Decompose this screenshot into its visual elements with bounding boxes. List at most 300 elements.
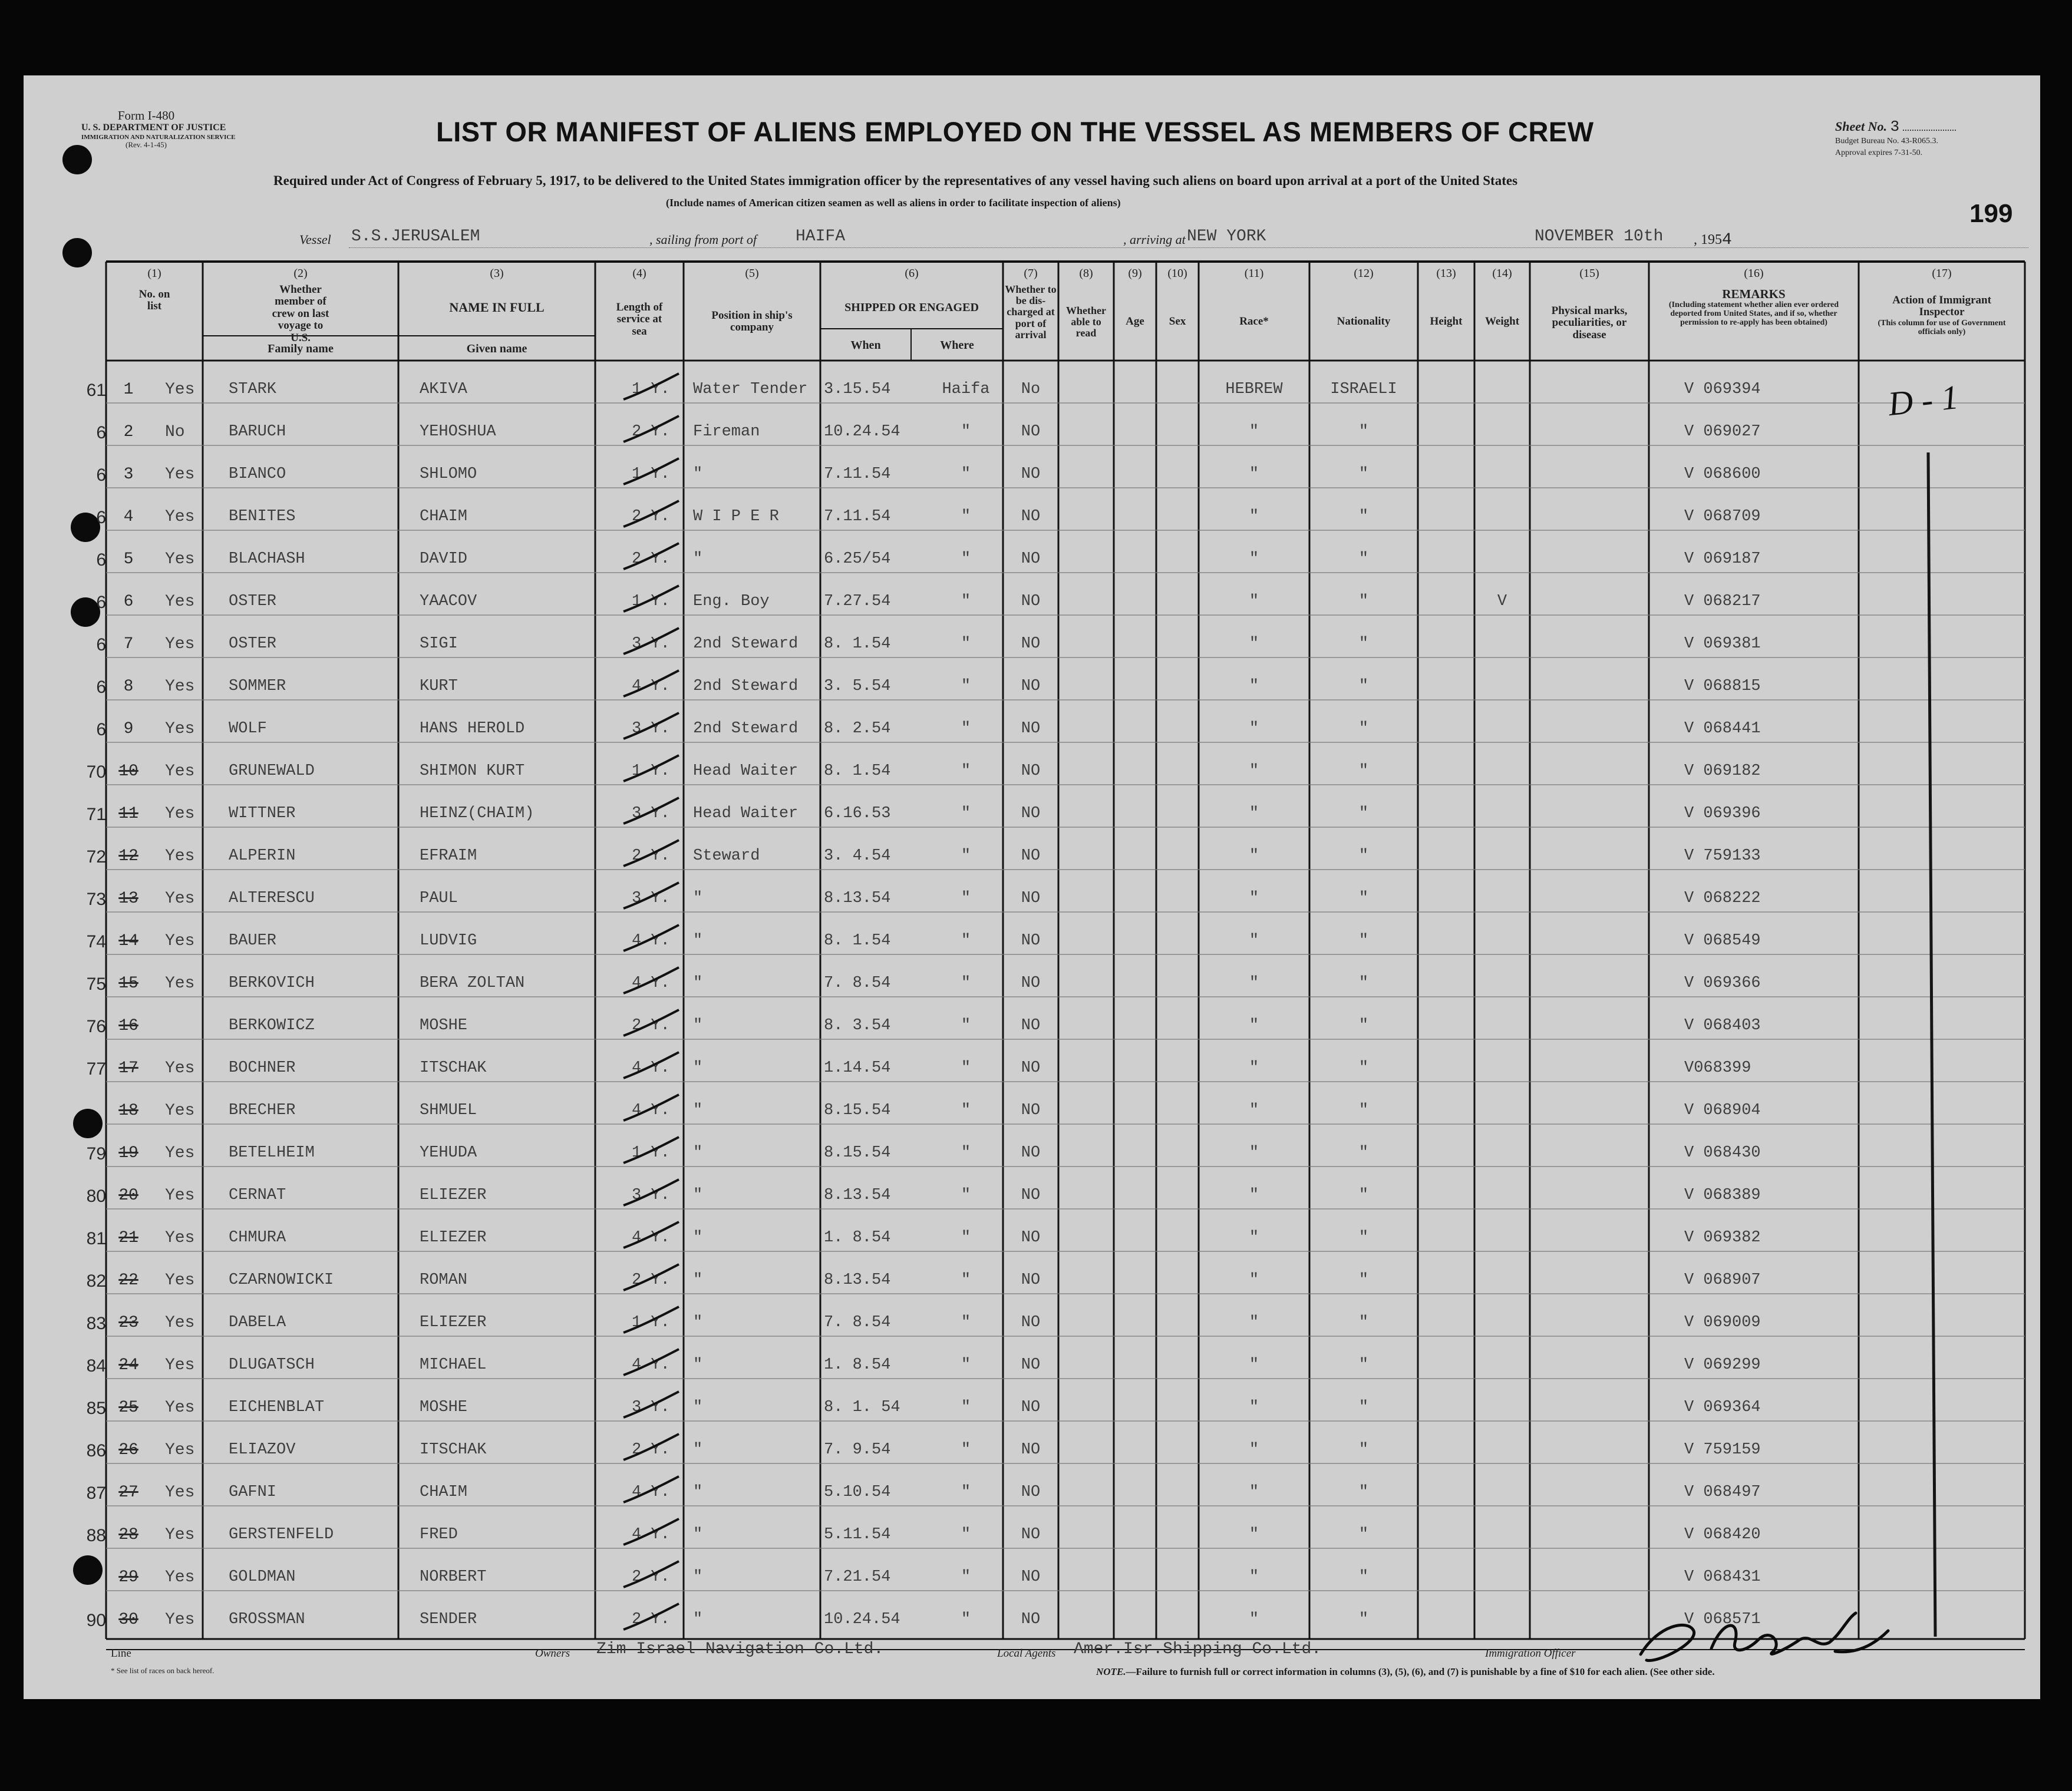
cell-disch: NO bbox=[1021, 805, 1041, 822]
cell-family: STARK bbox=[229, 381, 277, 398]
cell-no: 4 bbox=[123, 508, 134, 526]
cell-family: GOLDMAN bbox=[229, 1568, 296, 1586]
cell-no: 18 bbox=[118, 1102, 138, 1120]
cell-disch: NO bbox=[1021, 890, 1041, 907]
cell-race: " bbox=[1249, 635, 1259, 653]
cell-disch: NO bbox=[1021, 1526, 1041, 1544]
table-row bbox=[24, 1171, 2040, 1214]
col15-label: Physical marks, peculiarities, or disease bbox=[1551, 304, 1628, 341]
cell-race: " bbox=[1249, 932, 1259, 950]
arrival-date: NOVEMBER 10th bbox=[1535, 227, 1664, 246]
cell-remark: V 068497 bbox=[1684, 1483, 1761, 1501]
col5-label: Position in ship's company bbox=[711, 309, 793, 334]
cell-pos: " bbox=[693, 1356, 703, 1374]
cell-family: BENITES bbox=[229, 508, 296, 526]
cell-given: CHAIM bbox=[420, 508, 468, 526]
cell-given: ROMAN bbox=[420, 1271, 468, 1289]
arriving-label: , arriving at bbox=[1123, 232, 1186, 247]
cell-len: 4 Y. bbox=[632, 1483, 670, 1501]
cell-nat: " bbox=[1358, 593, 1369, 610]
cell-len: 3 Y. bbox=[632, 635, 670, 653]
cell-hw: 6 bbox=[96, 593, 106, 612]
cell-remark: V068399 bbox=[1684, 1059, 1751, 1077]
cell-remark: V 069182 bbox=[1684, 762, 1761, 780]
agents-name: Amer.Isr.Shipping Co.Ltd. bbox=[1074, 1640, 1322, 1658]
cell-when: 8.15.54 bbox=[824, 1144, 891, 1162]
col6-label: SHIPPED OR ENGAGED bbox=[844, 300, 979, 314]
cell-pos: " bbox=[693, 1483, 703, 1501]
cell-pos: 2nd Steward bbox=[693, 720, 799, 738]
table-row bbox=[24, 408, 2040, 450]
cell-len: 4 Y. bbox=[632, 1229, 670, 1247]
cell-disch: NO bbox=[1021, 465, 1041, 483]
table-row bbox=[24, 1002, 2040, 1044]
cell-when: 6.25/54 bbox=[824, 550, 891, 568]
cell-pos: " bbox=[693, 1271, 703, 1289]
cell-hw: 82 bbox=[86, 1271, 106, 1291]
cell-hw: 90 bbox=[86, 1611, 106, 1630]
cell-pos: " bbox=[693, 1144, 703, 1162]
cell-pos: " bbox=[693, 550, 703, 568]
length-check-mark bbox=[613, 581, 695, 616]
line-label: Line bbox=[111, 1647, 131, 1660]
page-title: LIST OR MANIFEST OF ALIENS EMPLOYED ON THE VESSEL AS MEMBERS OF CREW bbox=[436, 116, 1594, 147]
cell-where: " bbox=[961, 847, 971, 865]
length-check-mark bbox=[613, 835, 695, 871]
sailing-label: , sailing from port of bbox=[649, 232, 757, 247]
col4-number: (4) bbox=[632, 267, 646, 280]
col17-note: (This column for use of Government officials only) bbox=[1878, 318, 2006, 336]
col3-given-label: Given name bbox=[466, 342, 527, 355]
cell-no: 29 bbox=[118, 1568, 138, 1587]
col6-when-label: When bbox=[850, 339, 881, 352]
cell-no: 2 bbox=[123, 423, 134, 441]
cell-len: 1 Y. bbox=[632, 381, 670, 398]
col16-note: (Including statement whether alien ever ordered deported from United States, and if so, whether permission to re-apply has been obtained) bbox=[1668, 300, 1839, 328]
cell-family: BERKOWICZ bbox=[229, 1017, 315, 1035]
cell-given: ELIEZER bbox=[420, 1187, 487, 1204]
budget-bureau: Budget Bureau No. 43-R065.3. bbox=[1835, 137, 1938, 146]
cell-crew: Yes bbox=[165, 762, 195, 781]
cell-pos: Head Waiter bbox=[693, 762, 799, 780]
cell-race: " bbox=[1249, 1271, 1259, 1289]
cell-hw: 6 bbox=[96, 465, 106, 485]
cell-family: GROSSMAN bbox=[229, 1611, 305, 1628]
year-digit: 4 bbox=[1722, 231, 1732, 249]
length-check-mark bbox=[613, 454, 695, 489]
table-row bbox=[24, 1129, 2040, 1171]
col14-number: (14) bbox=[1492, 267, 1512, 280]
cell-family: OSTER bbox=[229, 593, 277, 610]
cell-where: " bbox=[961, 1441, 971, 1459]
cell-pos: " bbox=[693, 1314, 703, 1331]
cell-len: 1 Y. bbox=[632, 762, 670, 780]
cell-len: 4 Y. bbox=[632, 1102, 670, 1119]
cell-family: BAUER bbox=[229, 932, 277, 950]
length-check-mark bbox=[613, 878, 695, 913]
cell-no: 22 bbox=[118, 1271, 138, 1290]
cell-where: " bbox=[961, 593, 971, 610]
cell-family: WOLF bbox=[229, 720, 267, 738]
cell-nat: " bbox=[1358, 847, 1369, 865]
cell-nat: " bbox=[1358, 890, 1369, 907]
cell-no: 5 bbox=[123, 550, 134, 569]
cell-where: " bbox=[961, 932, 971, 950]
cell-disch: NO bbox=[1021, 1356, 1041, 1374]
length-check-mark bbox=[613, 1175, 695, 1210]
cell-remark: V 759159 bbox=[1684, 1441, 1761, 1459]
cell-no: 10 bbox=[118, 762, 138, 781]
cell-when: 8.13.54 bbox=[824, 1271, 891, 1289]
cell-where: " bbox=[961, 678, 971, 695]
table-row bbox=[24, 1256, 2040, 1298]
cell-hw: 6 bbox=[96, 550, 106, 570]
cell-len: 1 Y. bbox=[632, 593, 670, 610]
table-row bbox=[24, 1298, 2040, 1341]
form-number: Form I-480 bbox=[117, 108, 175, 123]
cell-no: 6 bbox=[123, 593, 134, 611]
subnote: (Include names of American citizen seamen as well as aliens in order to facilitate inspection of aliens) bbox=[666, 197, 1121, 209]
cell-where: " bbox=[961, 762, 971, 780]
cell-hw: 85 bbox=[86, 1399, 106, 1418]
cell-disch: NO bbox=[1021, 720, 1041, 738]
cell-race: " bbox=[1249, 762, 1259, 780]
cell-pos: " bbox=[693, 974, 703, 992]
length-check-mark bbox=[613, 1599, 695, 1634]
cell-hw: 76 bbox=[86, 1017, 106, 1036]
cell-remark: V 069382 bbox=[1684, 1229, 1761, 1247]
cell-given: SENDER bbox=[420, 1611, 477, 1628]
length-check-mark bbox=[613, 1344, 695, 1380]
col1-label: No. on list bbox=[138, 288, 170, 313]
cell-disch: NO bbox=[1021, 508, 1041, 526]
cell-where: " bbox=[961, 1144, 971, 1162]
cell-remark: V 068420 bbox=[1684, 1526, 1761, 1544]
cell-nat: " bbox=[1358, 720, 1369, 738]
cell-disch: NO bbox=[1021, 1059, 1041, 1077]
table-row bbox=[24, 620, 2040, 662]
col8-label: Whether able to read bbox=[1066, 304, 1106, 339]
col2-label: Whether member of crew on last voyage to U.S. bbox=[272, 283, 329, 344]
cell-remark: V 068430 bbox=[1684, 1144, 1761, 1162]
cell-no: 30 bbox=[118, 1611, 138, 1629]
col10-label: Sex bbox=[1169, 315, 1186, 328]
cell-len: 2 Y. bbox=[632, 423, 670, 441]
table-row bbox=[24, 493, 2040, 535]
cell-no: 7 bbox=[123, 635, 134, 653]
cell-where: " bbox=[961, 1187, 971, 1204]
cell-when: 7.21.54 bbox=[824, 1568, 891, 1586]
owners-name: Zim Israel Navigation Co.Ltd. bbox=[596, 1640, 884, 1658]
cell-disch: NO bbox=[1021, 1187, 1041, 1204]
cell-crew: Yes bbox=[165, 847, 195, 865]
cell-len: 1 Y. bbox=[632, 465, 670, 483]
cell-when: 10.24.54 bbox=[824, 1611, 900, 1628]
cell-when: 6.16.53 bbox=[824, 805, 891, 822]
cell-len: 2 Y. bbox=[632, 550, 670, 568]
cell-len: 2 Y. bbox=[632, 1017, 670, 1035]
officer-signature bbox=[1623, 1607, 1894, 1672]
cell-nat: " bbox=[1358, 635, 1369, 653]
cell-race: " bbox=[1249, 1441, 1259, 1459]
cell-where: " bbox=[961, 1483, 971, 1501]
cell-remark: V 068904 bbox=[1684, 1102, 1761, 1119]
col13-number: (13) bbox=[1436, 267, 1456, 280]
cell-crew: Yes bbox=[165, 550, 195, 569]
arrival-port: NEW YORK bbox=[1187, 227, 1266, 246]
length-check-mark bbox=[613, 1005, 695, 1040]
cell-where: Haifa bbox=[942, 381, 990, 398]
cell-disch: No bbox=[1021, 381, 1041, 398]
cell-disch: NO bbox=[1021, 1271, 1041, 1289]
page-stamp: 199 bbox=[1969, 199, 2013, 228]
cell-remark: V 069366 bbox=[1684, 974, 1761, 992]
cell-family: DLUGATSCH bbox=[229, 1356, 315, 1374]
cell-crew: Yes bbox=[165, 1229, 195, 1247]
cell-remark: V 069009 bbox=[1684, 1314, 1761, 1331]
sheet-label: Sheet No. bbox=[1835, 119, 1887, 134]
cell-given: MOSHE bbox=[420, 1017, 468, 1035]
cell-hw: 83 bbox=[86, 1314, 106, 1333]
cell-when: 8. 1. 54 bbox=[824, 1399, 900, 1416]
col7-label: Whether to be dis-charged at port of arrival bbox=[1005, 283, 1057, 341]
cell-crew: Yes bbox=[165, 932, 195, 950]
length-check-mark bbox=[613, 1387, 695, 1422]
cell-len: 4 Y. bbox=[632, 678, 670, 695]
cell-hw: 81 bbox=[86, 1229, 106, 1248]
vessel-name: S.S.JERUSALEM bbox=[351, 227, 480, 246]
cell-len: 2 Y. bbox=[632, 1441, 670, 1459]
cell-when: 7. 8.54 bbox=[824, 974, 891, 992]
cell-given: YEHUDA bbox=[420, 1144, 477, 1162]
cell-where: " bbox=[961, 1017, 971, 1035]
cell-crew: Yes bbox=[165, 635, 195, 653]
cell-nat: " bbox=[1358, 1483, 1369, 1501]
cell-race: " bbox=[1249, 847, 1259, 865]
cell-nat: " bbox=[1358, 932, 1369, 950]
length-check-mark bbox=[613, 538, 695, 574]
cell-no: 20 bbox=[118, 1187, 138, 1205]
cell-len: 2 Y. bbox=[632, 1271, 670, 1289]
cell-no: 9 bbox=[123, 720, 134, 738]
cell-disch: NO bbox=[1021, 593, 1041, 610]
cell-no: 12 bbox=[118, 847, 138, 865]
cell-where: " bbox=[961, 1568, 971, 1586]
cell-hw: 6 bbox=[96, 720, 106, 739]
cell-crew: Yes bbox=[165, 805, 195, 823]
cell-crew: Yes bbox=[165, 974, 195, 993]
cell-len: 2 Y. bbox=[632, 1611, 670, 1628]
cell-family: BARUCH bbox=[229, 423, 286, 441]
cell-given: ELIEZER bbox=[420, 1229, 487, 1247]
cell-hw: 77 bbox=[86, 1059, 106, 1079]
cell-when: 5.11.54 bbox=[824, 1526, 891, 1544]
cell-family: CHMURA bbox=[229, 1229, 286, 1247]
cell-remark: V 068431 bbox=[1684, 1568, 1761, 1586]
cell-given: ELIEZER bbox=[420, 1314, 487, 1331]
cell-crew: Yes bbox=[165, 1611, 195, 1629]
length-check-mark bbox=[613, 1557, 695, 1592]
cell-len: 3 Y. bbox=[632, 720, 670, 738]
cell-nat: " bbox=[1358, 1441, 1369, 1459]
col10-number: (10) bbox=[1167, 267, 1187, 280]
cell-disch: NO bbox=[1021, 1611, 1041, 1628]
table-row bbox=[24, 365, 2040, 408]
cell-remark: V 069394 bbox=[1684, 381, 1761, 398]
cell-crew: Yes bbox=[165, 1187, 195, 1205]
cell-nat: " bbox=[1358, 1314, 1369, 1331]
col9-label: Age bbox=[1126, 315, 1144, 328]
cell-pos: Eng. Boy bbox=[693, 593, 770, 610]
cell-family: BOCHNER bbox=[229, 1059, 296, 1077]
table-row bbox=[24, 1044, 2040, 1086]
cell-family: GERSTENFELD bbox=[229, 1526, 334, 1544]
cell-remark: V 068709 bbox=[1684, 508, 1761, 526]
length-check-mark bbox=[613, 411, 695, 447]
cell-when: 1.14.54 bbox=[824, 1059, 891, 1077]
cell-where: " bbox=[961, 890, 971, 907]
col6-where-label: Where bbox=[940, 339, 974, 352]
cell-disch: NO bbox=[1021, 550, 1041, 568]
cell-crew: Yes bbox=[165, 1314, 195, 1332]
cell-given: ITSCHAK bbox=[420, 1441, 487, 1459]
cell-where: " bbox=[961, 1611, 971, 1628]
col3-family-label: Family name bbox=[268, 342, 334, 355]
cell-len: 4 Y. bbox=[632, 1356, 670, 1374]
cell-when: 3. 4.54 bbox=[824, 847, 891, 865]
cell-where: " bbox=[961, 550, 971, 568]
cell-disch: NO bbox=[1021, 1017, 1041, 1035]
cell-remark: V 069027 bbox=[1684, 423, 1761, 441]
department: U. S. DEPARTMENT OF JUSTICE bbox=[81, 123, 226, 133]
cell-race: " bbox=[1249, 678, 1259, 695]
cell-where: " bbox=[961, 508, 971, 526]
cell-given: SIGI bbox=[420, 635, 458, 653]
cell-hw: 73 bbox=[86, 890, 106, 909]
table-row bbox=[24, 1553, 2040, 1595]
table-row bbox=[24, 705, 2040, 747]
cell-pos: " bbox=[693, 1399, 703, 1416]
cell-remark: V 068217 bbox=[1684, 593, 1761, 610]
table-row bbox=[24, 832, 2040, 874]
cell-no: 16 bbox=[118, 1017, 138, 1035]
cell-given: SHIMON KURT bbox=[420, 762, 525, 780]
cell-nat: " bbox=[1358, 1187, 1369, 1204]
cell-pos: " bbox=[693, 1526, 703, 1544]
cell-family: GRUNEWALD bbox=[229, 762, 315, 780]
length-check-mark bbox=[613, 920, 695, 956]
table-row bbox=[24, 577, 2040, 620]
cell-when: 7. 9.54 bbox=[824, 1441, 891, 1459]
cell-nat: " bbox=[1358, 678, 1369, 695]
length-check-mark bbox=[613, 1514, 695, 1549]
col16-number: (16) bbox=[1744, 267, 1764, 280]
cell-hw: 80 bbox=[86, 1187, 106, 1206]
cell-hw: 70 bbox=[86, 762, 106, 782]
cell-where: " bbox=[961, 1526, 971, 1544]
cell-race: " bbox=[1249, 1568, 1259, 1586]
cell-no: 13 bbox=[118, 890, 138, 908]
cell-where: " bbox=[961, 423, 971, 441]
table-row bbox=[24, 959, 2040, 1002]
cell-no: 21 bbox=[118, 1229, 138, 1247]
cell-race: " bbox=[1249, 1611, 1259, 1628]
cell-no: 23 bbox=[118, 1314, 138, 1332]
cell-no: 17 bbox=[118, 1059, 138, 1078]
cell-len: 4 Y. bbox=[632, 974, 670, 992]
table-row bbox=[24, 747, 2040, 789]
cell-given: SHMUEL bbox=[420, 1102, 477, 1119]
cell-hw: 61 bbox=[86, 381, 106, 400]
cell-len: 4 Y. bbox=[632, 1059, 670, 1077]
col11-number: (11) bbox=[1244, 267, 1264, 280]
cell-race: " bbox=[1249, 1187, 1259, 1204]
cell-len: 2 Y. bbox=[632, 508, 670, 526]
cell-given: AKIVA bbox=[420, 381, 468, 398]
departure-port: HAIFA bbox=[796, 227, 846, 246]
cell-pos: " bbox=[693, 1059, 703, 1077]
table-row bbox=[24, 917, 2040, 959]
approval-expires: Approval expires 7-31-50. bbox=[1835, 148, 1923, 157]
cell-remark: V 069299 bbox=[1684, 1356, 1761, 1374]
cell-pos: " bbox=[693, 1568, 703, 1586]
cell-disch: NO bbox=[1021, 423, 1041, 441]
cell-remark: V 069364 bbox=[1684, 1399, 1761, 1416]
cell-crew: Yes bbox=[165, 1144, 195, 1162]
cell-hw: 71 bbox=[86, 805, 106, 824]
cell-family: GAFNI bbox=[229, 1483, 277, 1501]
cell-hw: 86 bbox=[86, 1441, 106, 1460]
length-check-mark bbox=[613, 1132, 695, 1168]
cell-when: 7. 8.54 bbox=[824, 1314, 891, 1331]
cell-remark: V 068549 bbox=[1684, 932, 1761, 950]
agents-label: Local Agents bbox=[997, 1647, 1056, 1660]
cell-nat: " bbox=[1358, 508, 1369, 526]
table-row bbox=[24, 535, 2040, 577]
length-check-mark bbox=[613, 793, 695, 828]
length-check-mark bbox=[613, 1047, 695, 1083]
cell-crew: Yes bbox=[165, 1568, 195, 1587]
cell-disch: NO bbox=[1021, 1314, 1041, 1331]
year-prefix: , 195 bbox=[1694, 232, 1722, 247]
col6-number: (6) bbox=[905, 267, 919, 280]
cell-pos: " bbox=[693, 465, 703, 483]
cell-given: HANS HEROLD bbox=[420, 720, 525, 738]
cell-crew: Yes bbox=[165, 1526, 195, 1544]
sheet-number: 3 bbox=[1890, 118, 1900, 136]
cell-given: KURT bbox=[420, 678, 458, 695]
cell-pos: " bbox=[693, 932, 703, 950]
cell-race: " bbox=[1249, 974, 1259, 992]
cell-crew: Yes bbox=[165, 1399, 195, 1417]
cell-crew: Yes bbox=[165, 720, 195, 738]
cell-disch: NO bbox=[1021, 1102, 1041, 1119]
cell-family: BLACHASH bbox=[229, 550, 305, 568]
cell-len: 2 Y. bbox=[632, 1568, 670, 1586]
cell-when: 8.13.54 bbox=[824, 890, 891, 907]
cell-given: HEINZ(CHAIM) bbox=[420, 805, 535, 822]
cell-when: 7.27.54 bbox=[824, 593, 891, 610]
cell-nat: " bbox=[1358, 465, 1369, 483]
cell-crew: Yes bbox=[165, 1483, 195, 1502]
cell-given: SHLOMO bbox=[420, 465, 477, 483]
cell-when: 8.13.54 bbox=[824, 1187, 891, 1204]
cell-race: " bbox=[1249, 1399, 1259, 1416]
cell-race: " bbox=[1249, 1017, 1259, 1035]
cell-given: YEHOSHUA bbox=[420, 423, 496, 441]
length-check-mark bbox=[613, 666, 695, 701]
cell-no: 1 bbox=[123, 381, 134, 399]
